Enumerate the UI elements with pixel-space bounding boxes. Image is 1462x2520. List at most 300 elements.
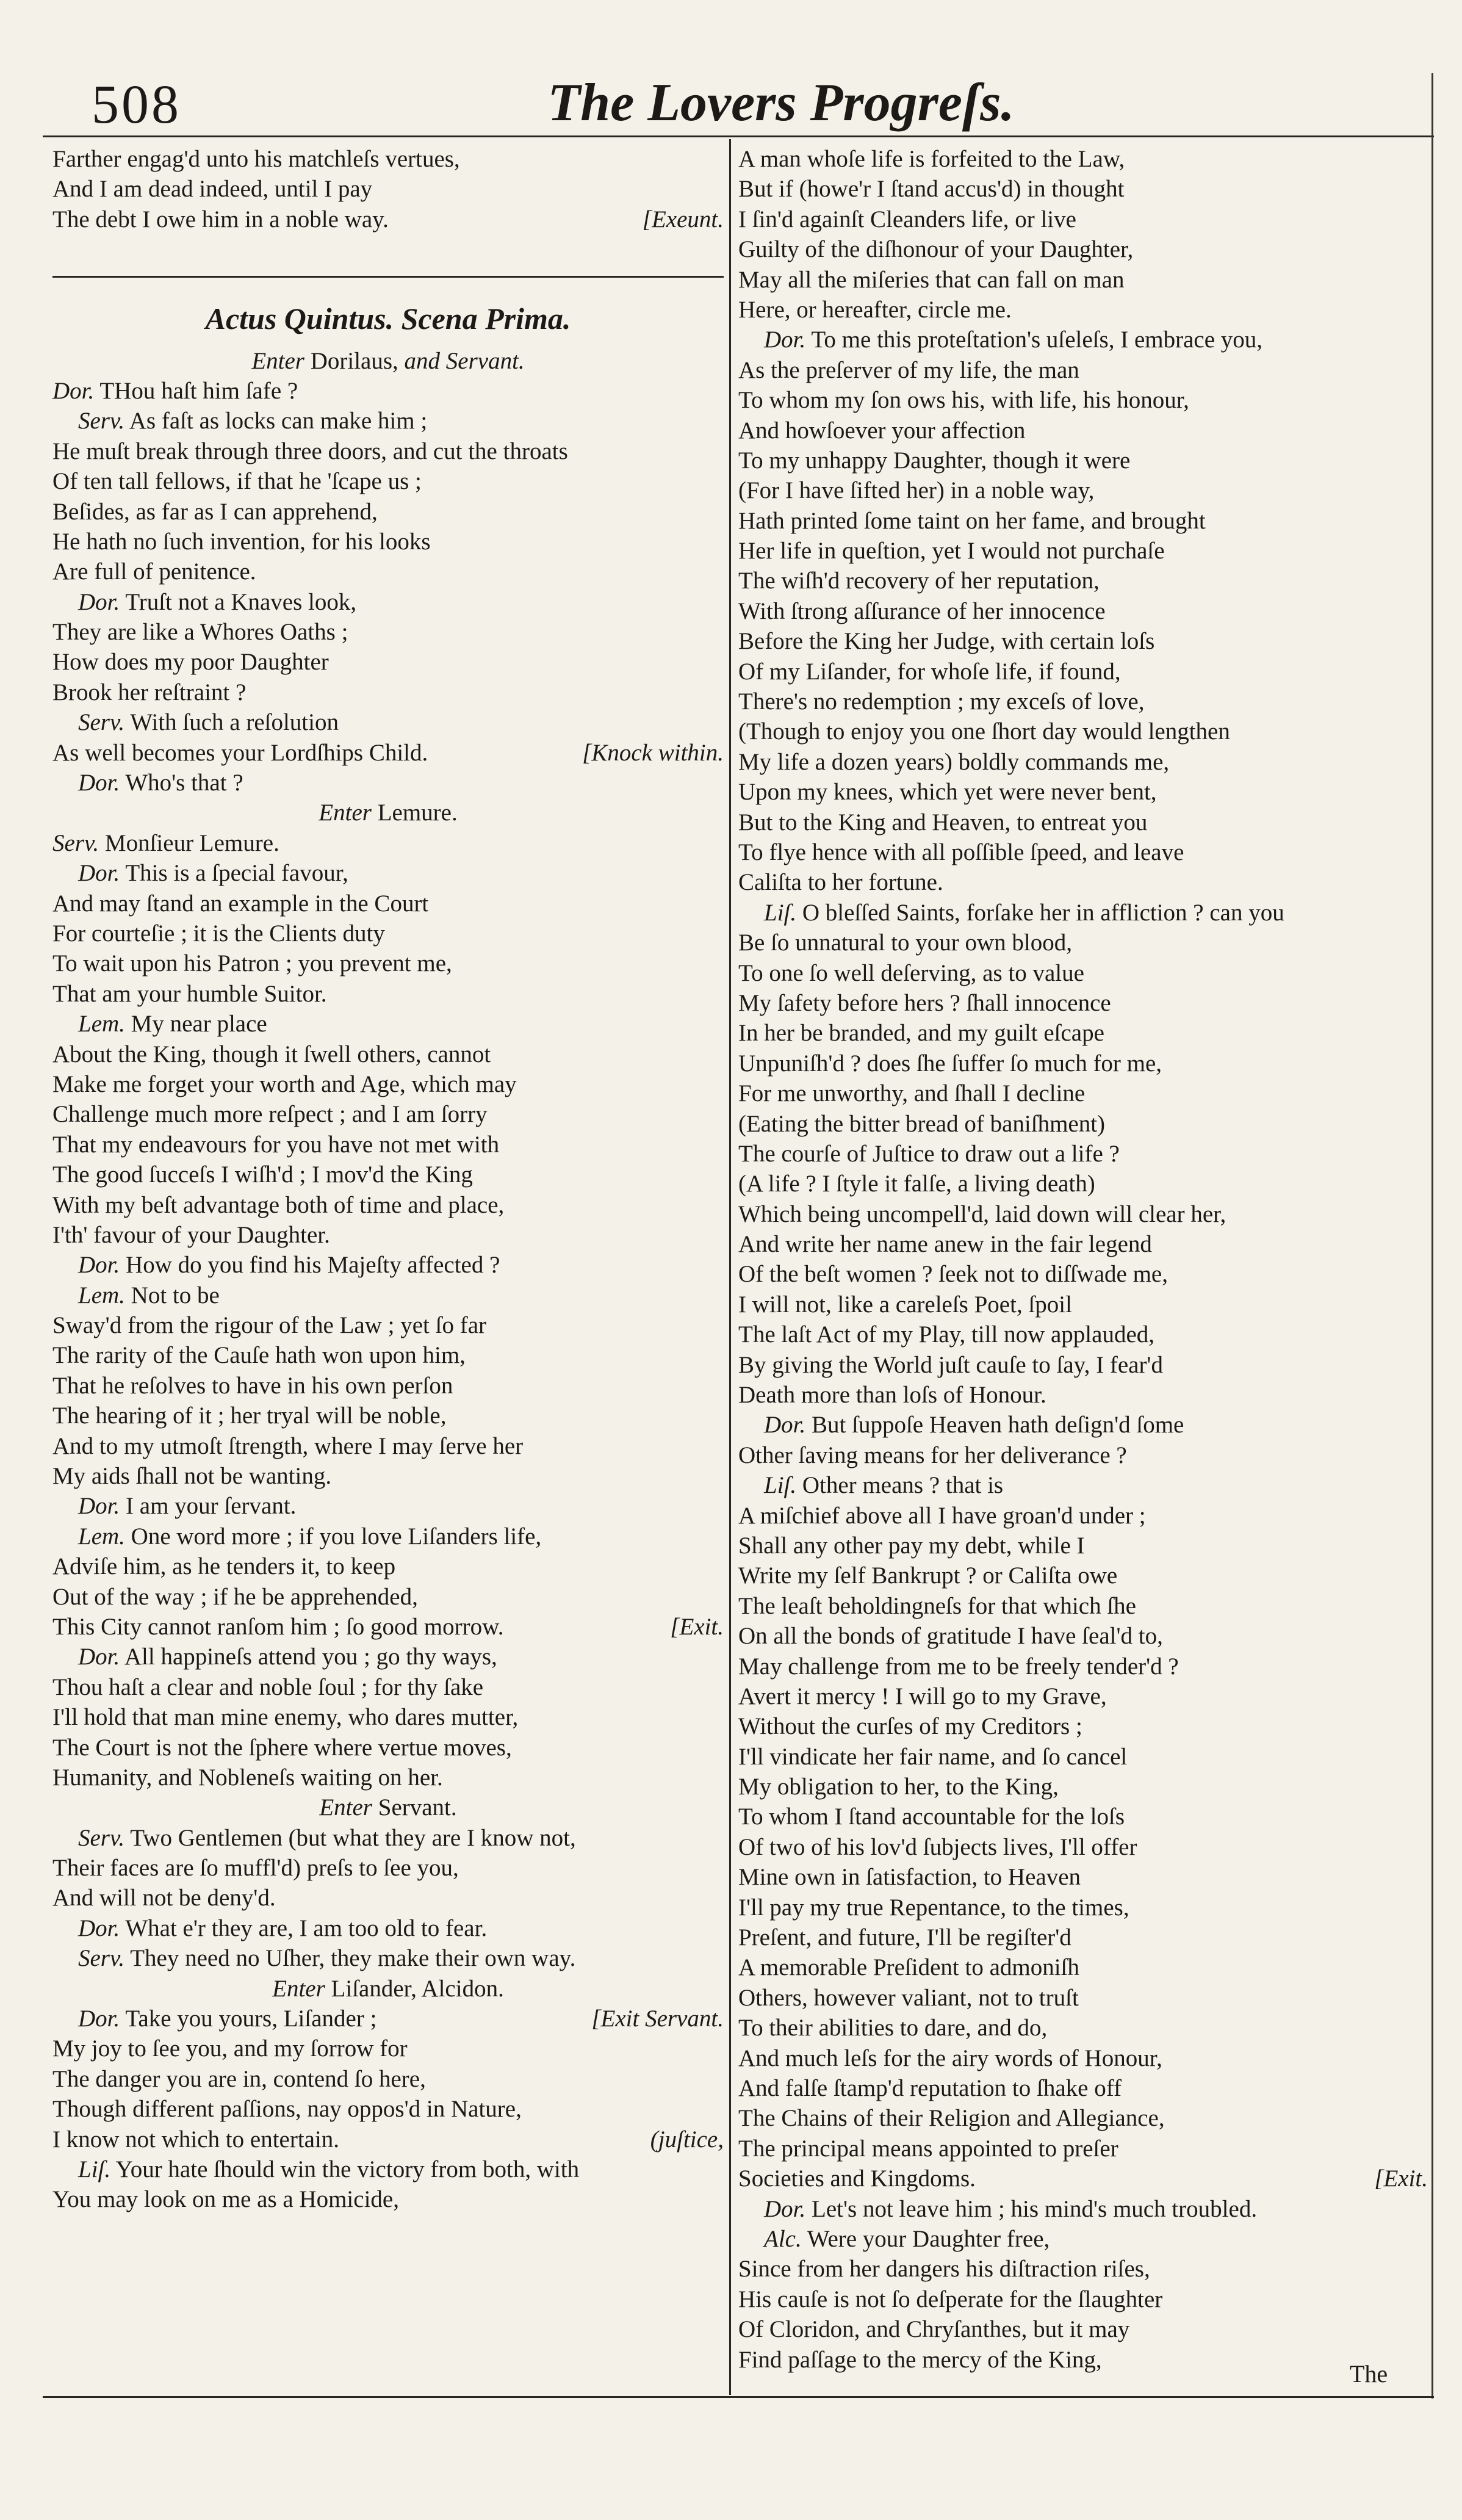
line-text: Thou haſt a clear and noble ſoul ; for thy ſake [52, 1673, 484, 1700]
line-text: That my endeavours for you have not met with [52, 1131, 500, 1158]
stage-direction-rest: and Servant. [404, 347, 525, 374]
verse-line [52, 738, 724, 768]
line-text: Guilty of the diſhonour of your Daughter, [738, 236, 1134, 263]
speaker-prefix: Liſ. [78, 2156, 111, 2182]
line-text: Of ten tall fellows, if that he 'ſcape us ; [52, 468, 422, 495]
line-text: O bleſſed Saints, forſake her in affliction ? can you [802, 899, 1284, 926]
right-column [738, 144, 1428, 2375]
line-text: A miſchief above all I have groan'd under ; [738, 1502, 1146, 1529]
page-header [0, 0, 1462, 140]
line-text: You may look on me as a Homicide, [52, 2186, 399, 2213]
verse-line [52, 858, 724, 888]
line-text: Humanity, and Nobleneſs waiting on her. [52, 1764, 443, 1791]
verse-line [738, 777, 1428, 807]
line-text: (For I have ſifted her) in a noble way, [738, 477, 1095, 504]
verse-line [738, 1862, 1428, 1892]
verse-line [738, 1832, 1428, 1862]
margin-stage-direction: [Exit Servant. [591, 2006, 724, 2032]
line-text: Which being uncompell'd, laid down will clear her, [738, 1200, 1226, 1227]
line-text: (A life ? I ſtyle it falſe, a living death) [738, 1171, 1095, 1197]
line-text: Though different paſſions, nay oppos'd in Nature, [52, 2096, 522, 2123]
verse-line [52, 1763, 724, 1793]
header-rule [43, 135, 1434, 137]
line-text: Take you yours, Liſander ; [125, 2006, 377, 2032]
line-text: I am your ſervant. [126, 1493, 297, 1520]
line-text: Find paſſage to the mercy of the King, [738, 2346, 1102, 2373]
line-text: Beſides, as far as I can apprehend, [52, 498, 378, 525]
catchword: The [1350, 2360, 1388, 2388]
line-text: Her life in queſtion, yet I would not purchaſe [738, 538, 1165, 565]
verse-line [52, 1491, 724, 1521]
verse-line [738, 2194, 1428, 2224]
verse-line [738, 1561, 1428, 1590]
margin-stage-direction: [Knock within. [582, 739, 724, 766]
verse-line [738, 1621, 1428, 1651]
line-text: The danger you are in, contend ſo here, [52, 2065, 426, 2092]
verse-line [52, 1310, 724, 1340]
verse-line [738, 626, 1428, 656]
line-text: To whom I ſtand accountable for the loſs [738, 1803, 1125, 1830]
line-text: (Though to enjoy you one ſhort day would lengthen [738, 718, 1230, 745]
verse-line [52, 2034, 724, 2063]
footer-rule [43, 2396, 1434, 2398]
line-text: The good ſucceſs I wiſh'd ; I mov'd the King [52, 1161, 473, 1188]
speaker-prefix: Dor. [78, 860, 120, 887]
verse-line [738, 1983, 1428, 2013]
verse-line [738, 416, 1428, 446]
line-text: With ſuch a reſolution [130, 709, 339, 736]
verse-line [738, 2073, 1428, 2103]
line-text: To wait upon his Patron ; you prevent me, [52, 950, 452, 977]
line-text: For me unworthy, and ſhall I decline [738, 1080, 1086, 1107]
line-text: The Court is not the ſphere where vertue moves, [52, 1734, 512, 1761]
line-text: On all the bonds of gratitude I have ſeal'd to, [738, 1623, 1163, 1650]
speaker-prefix: Lem. [78, 1282, 125, 1309]
verse-line [738, 1742, 1428, 1772]
verse-line [738, 1380, 1428, 1410]
line-text: (Eating the bitter bread of baniſhment) [738, 1110, 1106, 1137]
running-title: The Lovers Progreſs. [547, 73, 1015, 132]
speaker-prefix: Dor. [764, 327, 806, 353]
verse-line [52, 376, 724, 406]
stage-enter-word: Enter [319, 1794, 372, 1821]
stage-direction [52, 1974, 724, 2004]
stage-character-names: Liſander, Alcidon. [331, 1975, 504, 2002]
verse-line [52, 1823, 724, 1853]
verse-line [52, 1582, 724, 1612]
line-text: Unpuniſh'd ? does ſhe ſuffer ſo much for me, [738, 1050, 1162, 1077]
verse-line [738, 2224, 1428, 2254]
speaker-prefix: Serv. [78, 408, 125, 435]
margin-stage-direction: (juſtice, [650, 2126, 724, 2153]
line-text: And falſe ſtamp'd reputation to ſhake off [738, 2075, 1122, 2101]
stage-character-names: Servant. [378, 1794, 457, 1821]
line-text: All happineſs attend you ; go thy ways, [124, 1644, 497, 1670]
line-text: That am your humble Suitor. [52, 980, 327, 1007]
verse-line [738, 506, 1428, 536]
section-rule [52, 276, 724, 278]
line-text: But if (howe'r I ſtand accus'd) in thought [738, 176, 1125, 203]
verse-line [52, 2125, 724, 2154]
line-text: Challenge much more reſpect ; and I am ſorry [52, 1101, 488, 1128]
verse-line [738, 174, 1428, 204]
verse-line [738, 2254, 1428, 2284]
line-text: The hearing of it ; her tryal will be noble, [52, 1403, 447, 1429]
line-text: Truſt not a Knaves look, [125, 588, 357, 615]
verse-line [52, 204, 724, 234]
line-text: And to my utmoſt ſtrength, where I may ſerve her [52, 1432, 524, 1459]
line-text: That he reſolves to have in his own perſon [52, 1372, 453, 1399]
verse-line [738, 566, 1428, 596]
verse-line [52, 1461, 724, 1491]
verse-line [738, 1440, 1428, 1470]
line-text: And may ſtand an example in the Court [52, 890, 429, 917]
verse-line [738, 1259, 1428, 1289]
speaker-prefix: Lem. [78, 1011, 125, 1038]
verse-line [738, 2043, 1428, 2073]
line-text: I'th' favour of your Daughter. [52, 1221, 330, 1248]
line-text: How do you find his Majeſty affected ? [126, 1252, 500, 1279]
verse-line [738, 898, 1428, 928]
verse-line [52, 1039, 724, 1069]
verse-line [52, 2064, 724, 2094]
line-text: Were your Daughter free, [807, 2225, 1050, 2252]
verse-line [52, 1250, 724, 1280]
speaker-prefix: Dor. [78, 1915, 120, 1941]
verse-line [52, 1702, 724, 1732]
verse-line [738, 747, 1428, 777]
margin-stage-direction: [Exeunt. [642, 206, 724, 233]
stage-enter-word: Enter [319, 800, 372, 826]
line-text: Death more than loſs of Honour. [738, 1382, 1046, 1409]
verse-line [738, 1501, 1428, 1531]
line-text: But ſuppoſe Heaven hath deſign'd ſome [812, 1412, 1184, 1439]
verse-line [52, 1431, 724, 1461]
verse-line [52, 1943, 724, 1973]
verse-line [52, 527, 724, 557]
verse-line [52, 1130, 724, 1160]
line-text: May all the miſeries that can fall on man [738, 266, 1125, 293]
verse-line [738, 988, 1428, 1018]
line-text: My joy to ſee you, and my ſorrow for [52, 2035, 408, 2062]
speaker-prefix: Dor. [764, 2195, 806, 2222]
verse-line [52, 617, 724, 647]
line-text: And will not be deny'd. [52, 1885, 276, 1912]
line-text: My life a dozen years) boldly commands me, [738, 748, 1170, 775]
speaker-prefix: Lem. [78, 1523, 125, 1550]
verse-line [738, 1922, 1428, 1952]
line-text: Other ſaving means for her deliverance ? [738, 1442, 1127, 1468]
blank-line [52, 234, 724, 264]
line-text: Preſent, and future, I'll be regiſter'd [738, 1924, 1071, 1951]
line-text: Mine own in ſatisfaction, to Heaven [738, 1864, 1081, 1891]
line-text: The laſt Act of my Play, till now applauded, [738, 1321, 1155, 1348]
verse-line [52, 587, 724, 617]
line-text: My obligation to her, to the King, [738, 1774, 1059, 1800]
line-text: I'll pay my true Repentance, to the times, [738, 1894, 1129, 1921]
line-text: He muſt break through three doors, and cut the throats [52, 438, 568, 464]
line-text: Brook her reſtraint ? [52, 679, 247, 706]
verse-line [52, 1340, 724, 1370]
verse-line [52, 466, 724, 496]
speaker-prefix: Dor. [78, 1252, 120, 1279]
line-text: Societies and Kingdoms. [738, 2165, 976, 2192]
line-text: In her be branded, and my guilt eſcape [738, 1020, 1104, 1047]
verse-line [738, 1470, 1428, 1500]
line-text: To my unhappy Daughter, though it were [738, 447, 1131, 474]
verse-line [738, 687, 1428, 717]
verse-line [52, 1612, 724, 1642]
verse-line [52, 828, 724, 858]
line-text: How does my poor Daughter [52, 649, 329, 676]
verse-line [738, 1169, 1428, 1199]
line-text: As faſt as locks can make him ; [129, 408, 428, 435]
line-text: Write my ſelf Bankrupt ? or Caliſta owe [738, 1562, 1118, 1589]
verse-line [52, 406, 724, 436]
verse-line [738, 446, 1428, 475]
verse-line [52, 979, 724, 1009]
line-text: Your hate ſhould win the victory from both, with [115, 2156, 580, 2182]
line-text: There's no redemption ; my exceſs of love, [738, 688, 1145, 715]
line-text: A memorable Preſident to admoniſh [738, 1954, 1079, 1981]
line-text: The debt I owe him in a noble way. [52, 206, 389, 233]
line-text: Shall any other pay my debt, while I [738, 1532, 1085, 1559]
verse-line [52, 1371, 724, 1401]
verse-line [52, 557, 724, 587]
verse-line [52, 1069, 724, 1099]
speaker-prefix: Serv. [52, 829, 99, 856]
line-text: About the King, though it ſwell others, cannot [52, 1041, 491, 1067]
verse-line [738, 1410, 1428, 1440]
verse-line [52, 174, 724, 204]
line-text: He hath no ſuch invention, for his looks [52, 528, 431, 555]
line-text: Of two of his lov'd ſubjects lives, I'll offer [738, 1833, 1137, 1860]
line-text: The wiſh'd recovery of her reputation, [738, 568, 1100, 594]
line-text: And write her name anew in the fair legend [738, 1231, 1152, 1258]
stage-direction [52, 798, 724, 828]
verse-line [738, 1350, 1428, 1380]
line-text: Who's that ? [125, 770, 243, 796]
verse-line [738, 1652, 1428, 1681]
line-text: Caliſta to her fortune. [738, 869, 943, 896]
verse-line [52, 1853, 724, 1883]
margin-stage-direction: [Exit. [1374, 2165, 1428, 2192]
verse-line [52, 647, 724, 677]
verse-line [738, 144, 1428, 174]
line-text: Sway'd from the rigour of the Law ; yet ſo far [52, 1312, 486, 1339]
line-text: I'll hold that man mine enemy, who dares mutter, [52, 1704, 519, 1731]
verse-line [738, 837, 1428, 867]
speaker-prefix: Serv. [78, 1945, 125, 1972]
verse-line [738, 295, 1428, 325]
line-text: The leaſt beholdingneſs for that which ſhe [738, 1592, 1136, 1619]
verse-line [738, 1109, 1428, 1139]
speaker-prefix: Dor. [78, 588, 120, 615]
verse-line [738, 657, 1428, 687]
verse-line [52, 2184, 724, 2214]
verse-line [738, 1018, 1428, 1048]
stage-enter-word: Enter [272, 1975, 325, 2002]
speaker-prefix: Dor. [764, 1412, 806, 1439]
stage-enter-word: Enter [251, 347, 304, 374]
line-text: A man whoſe life is forfeited to the Law, [738, 146, 1125, 172]
verse-line [52, 1190, 724, 1220]
speaker-prefix: Dor. [78, 770, 120, 796]
speaker-prefix: Serv. [78, 709, 125, 736]
verse-line [738, 385, 1428, 415]
speaker-prefix: Dor. [78, 2006, 120, 2032]
verse-line [738, 1290, 1428, 1320]
verse-line [52, 1642, 724, 1672]
verse-line [738, 1952, 1428, 1982]
line-text: Other means ? that is [802, 1472, 1004, 1499]
verse-line [738, 204, 1428, 234]
verse-line [52, 2094, 724, 2124]
verse-line [738, 1078, 1428, 1108]
speaker-prefix: Dor. [78, 1644, 120, 1670]
verse-line [738, 2013, 1428, 2043]
line-text: Since from her dangers his diſtraction riſes, [738, 2256, 1150, 2283]
verse-line [738, 325, 1428, 355]
verse-line [738, 475, 1428, 505]
line-text: Out of the way ; if he be apprehended, [52, 1583, 418, 1610]
verse-line [738, 928, 1428, 958]
verse-line [738, 807, 1428, 837]
line-text: With my beſt advantage both of time and place, [52, 1191, 505, 1218]
verse-line [738, 1139, 1428, 1169]
verse-line [738, 2345, 1428, 2375]
verse-line [738, 867, 1428, 897]
line-text: Without the curſes of my Creditors ; [738, 1713, 1082, 1740]
line-text: But to the King and Heaven, to entreat you [738, 809, 1148, 836]
line-text: As the preſerver of my life, the man [738, 356, 1079, 383]
line-text: May challenge from me to be freely tender'd ? [738, 1653, 1179, 1680]
verse-line [738, 2164, 1428, 2193]
verse-line [738, 596, 1428, 626]
stage-direction [52, 1793, 724, 1822]
line-text: Adviſe him, as he tenders it, to keep [52, 1553, 396, 1580]
verse-line [738, 355, 1428, 385]
line-text: His cauſe is not ſo deſperate for the ſlaughter [738, 2286, 1163, 2312]
verse-line [52, 144, 724, 174]
verse-line [738, 1893, 1428, 1922]
page-number: 508 [92, 74, 181, 135]
verse-line [52, 919, 724, 948]
line-text: As well becomes your Lordſhips Child. [52, 739, 428, 766]
line-text: And howſoever your affection [738, 417, 1026, 444]
verse-line [738, 2103, 1428, 2133]
line-text: The rarity of the Cauſe hath won upon him, [52, 1342, 466, 1369]
stage-character-names: Dorilaus, [310, 347, 398, 374]
verse-line [738, 1591, 1428, 1621]
line-text: THou haſt him ſafe ? [99, 377, 298, 404]
verse-line [52, 948, 724, 978]
verse-line [738, 1681, 1428, 1711]
verse-line [738, 1199, 1428, 1229]
column-divider [729, 139, 731, 2395]
line-text: This is a ſpecial favour, [125, 860, 348, 887]
verse-line [52, 768, 724, 798]
margin-stage-direction: [Exit. [670, 1613, 724, 1640]
verse-line [738, 265, 1428, 295]
line-text: Not to be [131, 1282, 220, 1309]
verse-line [52, 677, 724, 707]
verse-line [52, 1220, 724, 1250]
left-column [52, 144, 724, 2215]
line-text: And I am dead indeed, until I pay [52, 176, 373, 203]
verse-line [52, 1551, 724, 1581]
verse-line [738, 1049, 1428, 1078]
line-text: By giving the World juſt cauſe to ſay, I fear'd [738, 1351, 1163, 1378]
line-text: Upon my knees, which yet were never bent, [738, 779, 1157, 806]
line-text: Hath printed ſome taint on her fame, and brought [738, 507, 1206, 534]
speaker-prefix: Dor. [52, 377, 95, 404]
speaker-prefix: Liſ. [764, 899, 797, 926]
line-text: Here, or hereafter, circle me. [738, 296, 1012, 323]
verse-line [738, 1531, 1428, 1561]
line-text: For courteſie ; it is the Clients duty [52, 920, 385, 947]
line-text: With ſtrong aſſurance of her innocence [738, 598, 1106, 624]
verse-line [52, 707, 724, 737]
verse-line [52, 1733, 724, 1763]
verse-line [738, 1711, 1428, 1741]
line-text: Others, however valiant, not to truſt [738, 1984, 1079, 2011]
verse-line [52, 1913, 724, 1943]
line-text: They need no Uſher, they make their own way. [130, 1945, 576, 1972]
line-text: I will not, like a careleſs Poet, ſpoil [738, 1291, 1072, 1318]
line-text: Avert it mercy ! I will go to my Grave, [738, 1683, 1107, 1709]
verse-line [738, 1802, 1428, 1832]
speaker-prefix: Serv. [78, 1824, 125, 1851]
verse-line [738, 234, 1428, 264]
line-text: I know not which to entertain. [52, 2126, 340, 2153]
stage-character-names: Lemure. [377, 800, 458, 826]
line-text: One word more ; if you love Liſanders life, [131, 1523, 542, 1550]
verse-line [52, 2154, 724, 2184]
verse-line [52, 889, 724, 919]
verse-line [738, 2314, 1428, 2344]
line-text: To me this proteſtation's uſeleſs, I embrace you, [811, 327, 1263, 353]
verse-line [738, 2134, 1428, 2164]
verse-line [52, 1672, 724, 1702]
line-text: My aids ſhall not be wanting. [52, 1463, 332, 1490]
line-text: Of the beſt women ? ſeek not to diſſwade me, [738, 1261, 1168, 1288]
line-text: This City cannot ranſom him ; ſo good morrow. [52, 1613, 504, 1640]
verse-line [738, 1229, 1428, 1259]
line-text: To whom my ſon ows his, with life, his honour, [738, 387, 1189, 414]
line-text: Let's not leave him ; his mind's much troubled. [812, 2195, 1258, 2222]
line-text: The courſe of Juſtice to draw out a life ? [738, 1140, 1120, 1167]
line-text: Of my Liſander, for whoſe life, if found, [738, 658, 1121, 685]
line-text: To one ſo well deſerving, as to value [738, 959, 1084, 986]
speaker-prefix: Dor. [78, 1493, 120, 1520]
verse-line [52, 2004, 724, 2034]
line-text: I ſin'd againſt Cleanders life, or live [738, 206, 1076, 233]
line-text: My near place [131, 1011, 267, 1038]
speaker-prefix: Liſ. [764, 1472, 797, 1499]
verse-line [738, 2284, 1428, 2314]
verse-line [52, 1160, 724, 1190]
line-text: Before the King her Judge, with certain loſs [738, 628, 1155, 655]
act-scene-heading: Actus Quintus. Scena Prima. [205, 301, 571, 336]
verse-line [52, 1883, 724, 1913]
line-text: To flye hence with all poſſible ſpeed, and leave [738, 839, 1184, 865]
line-text: The principal means appointed to preſer [738, 2135, 1118, 2162]
line-text: Two Gentlemen (but what they are I know not, [130, 1824, 576, 1851]
line-text: They are like a Whores Oaths ; [52, 619, 348, 646]
line-text: And much leſs for the airy words of Honour, [738, 2045, 1162, 2071]
line-text: My ſafety before hers ? ſhall innocence [738, 989, 1111, 1016]
